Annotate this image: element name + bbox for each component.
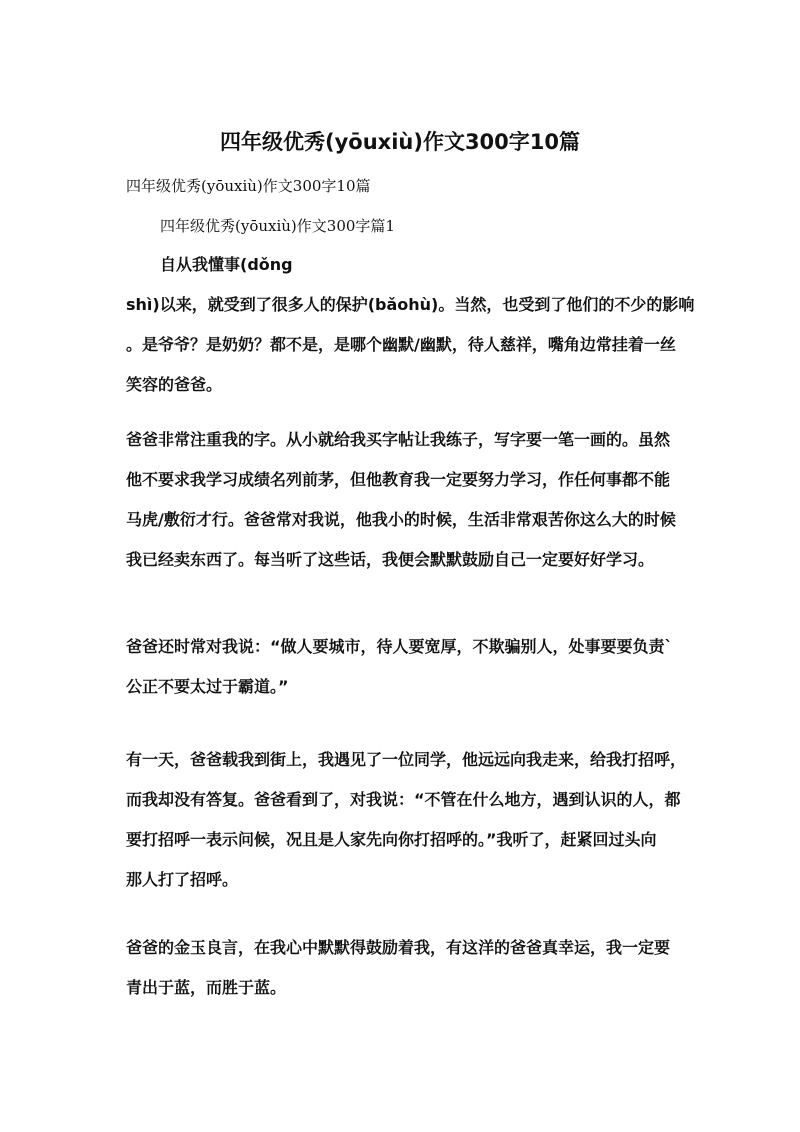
paragraph-line: 自从我懂事(dǒng xyxy=(160,255,293,274)
paragraph-line: 马虎/敷衍才行。爸爸常对我说，他我小的时候，生活非常艰苦你这么大的时候 xyxy=(126,510,676,529)
paragraph-line: 爸爸非常注重我的字。从小就给我买字帖让我练子，写字要一笔一画的。虽然 xyxy=(126,430,671,449)
document-title: 四年级优秀(yōuxiù)作文300字10篇 xyxy=(219,130,580,154)
paragraph-line: 公正不要太过于霸道。” xyxy=(126,677,289,696)
paragraph-line: 他不要求我学习成绩名列前茅，但他教育我一定要努力学习，作任何事都不能 xyxy=(126,470,671,489)
paragraph-line: 爸爸还时常对我说：“做人要城市，待人要宽厚，不欺骗别人，处事要要负责` xyxy=(126,637,673,656)
paragraph-1 xyxy=(126,245,695,405)
paragraph-line: 要打招呼一表示问候，况且是人家先向你打招呼的。”我听了，赶紧回过头向 xyxy=(126,830,657,849)
paragraph-3 xyxy=(126,627,676,707)
paragraph-line: 我已经卖东西了。每当听了这些话，我便会默默鼓励自己一定要好好学习。 xyxy=(126,550,655,569)
paragraph-line: shì)以来，就受到了很多人的保护(bǎohù)。当然，也受到了他们的不少的影响 xyxy=(126,295,695,314)
section-heading: 四年级优秀(yōuxiù)作文300字篇1 xyxy=(160,217,395,235)
document-subtitle: 四年级优秀(yōuxiù)作文300字10篇 xyxy=(126,177,371,195)
paragraph-2 xyxy=(126,420,676,580)
paragraph-5 xyxy=(126,928,676,1008)
paragraph-line: 爸爸的金玉良言，在我心中默默得鼓励着我，有这洋的爸爸真幸运，我一定要 xyxy=(126,938,671,957)
paragraph-line: 青出于蓝，而胜于蓝。 xyxy=(126,978,287,997)
paragraph-line: 那人打了招呼。 xyxy=(126,870,239,889)
paragraph-line: 。是爷爷？是奶奶？都不是，是哪个幽默/幽默，待人慈祥，嘴角边常挂着一丝 xyxy=(126,335,676,354)
paragraph-line: 笑容的爸爸。 xyxy=(126,375,223,394)
paragraph-line: 有一天，爸爸载我到街上，我遇见了一位同学，他远远向我走来，给我打招呼， xyxy=(126,750,687,769)
paragraph-4 xyxy=(126,740,687,900)
paragraph-line: 而我却没有答复。爸爸看到了，对我说：“不管在什么地方，遇到认识的人，都 xyxy=(126,790,681,809)
